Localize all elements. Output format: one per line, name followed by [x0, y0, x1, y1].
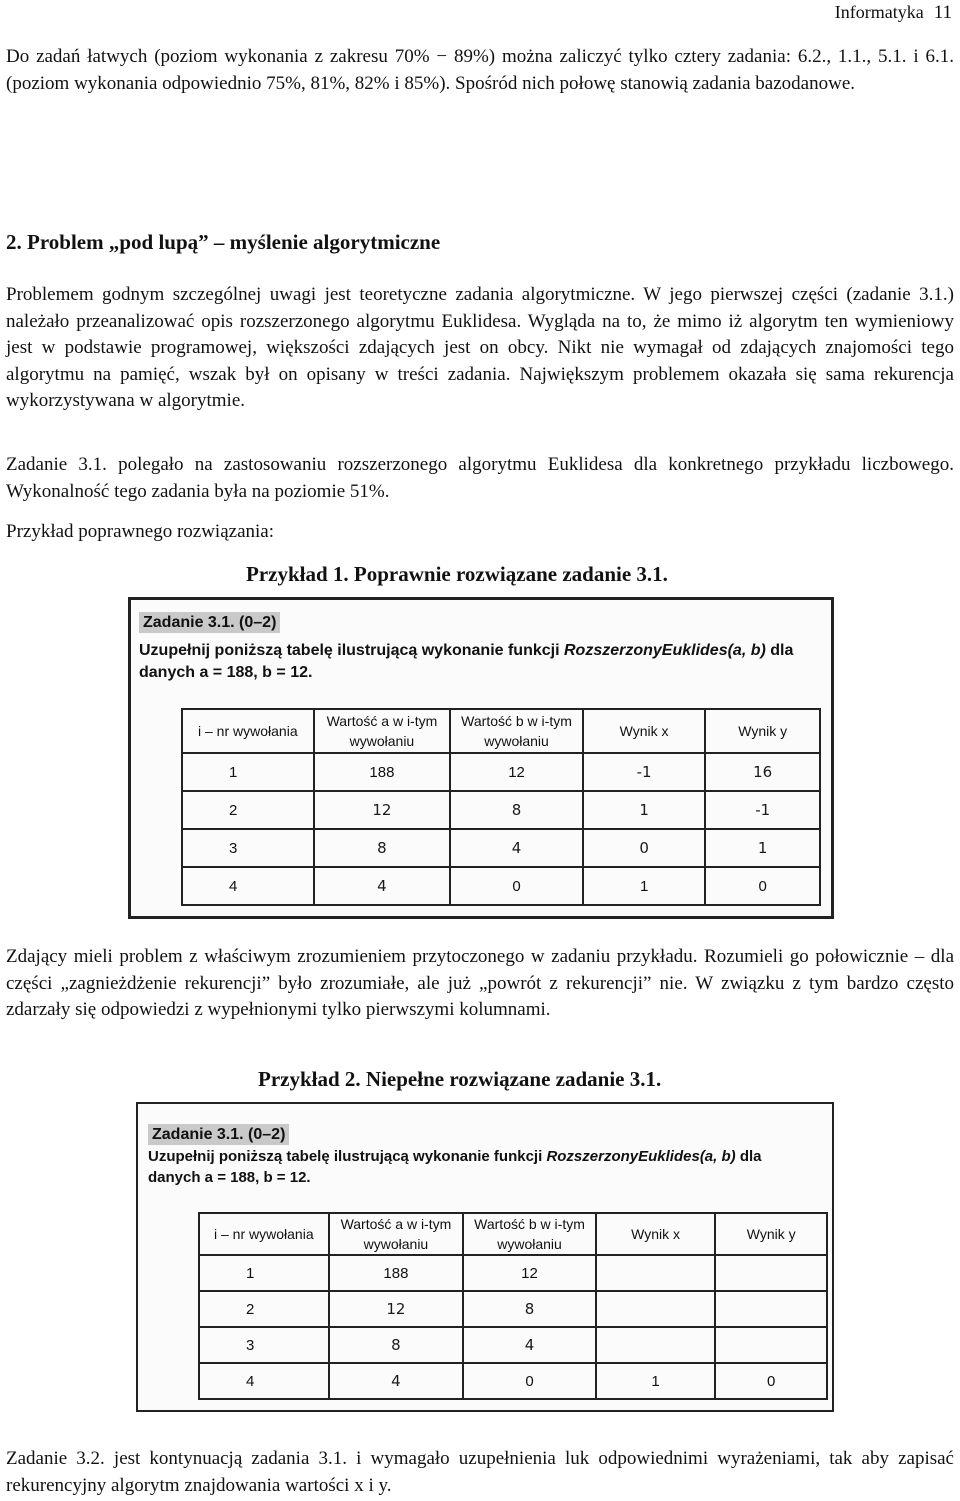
example1-instr-end: dla	[765, 642, 794, 659]
table-cell: 188	[329, 1255, 464, 1291]
handwritten-cell: 12	[329, 1291, 464, 1327]
handwritten-cell: 1	[583, 791, 706, 829]
table-cell: 0	[705, 867, 820, 905]
table-cell: 3	[182, 829, 314, 867]
table-cell: 1	[199, 1255, 329, 1291]
table-cell: 4	[199, 1363, 329, 1399]
example1-task-title: Zadanie 3.1. (0–2)	[139, 612, 280, 633]
header-subject: Informatyka	[834, 2, 924, 22]
handwritten-cell: 8	[463, 1291, 596, 1327]
example2-caption: Przykład 2. Niepełne rozwiązane zadanie 3.1.	[258, 1067, 662, 1091]
table-row	[199, 1363, 827, 1399]
table-row	[182, 829, 820, 867]
table-cell: 0	[463, 1363, 596, 1399]
example1-instructions	[139, 640, 829, 684]
handwritten-cell: 8	[450, 791, 583, 829]
handwritten-cell: 8	[314, 829, 451, 867]
table-cell	[715, 1255, 827, 1291]
example2-instr-text: Uzupełnij poniższą tabelę ilustrującą wykonanie funkcji	[148, 1148, 547, 1165]
handwritten-cell: -1	[583, 753, 706, 791]
table-cell: 188	[314, 753, 451, 791]
example2-header-b: Wartość b w i-tym wywołaniu	[463, 1213, 596, 1255]
table-cell	[596, 1327, 716, 1363]
paragraph-task-3-1: Zadanie 3.1. polegało na zastosowaniu rozszerzonego algorytmu Euklidesa dla konkretnego przykładu liczbowego. Wykonalność tego zadania była na poziomie 51%.	[6, 454, 954, 502]
paragraph-difficulty: Zdający mieli problem z właściwym zrozumieniem przytoczonego w zadaniu przykładu. Rozumieli go połowicznie – dla części „zagnieżdżenie rekurencji” było zrozumiałe, ale już „powrót z rekurencji” nie. W związku z tym bardzo często zdarzały się odpowiedzi z wypełnionymi tylko pierwszymi kolumnami.	[6, 946, 954, 1020]
table-cell: 1	[583, 867, 706, 905]
example2-instr-end: dla	[735, 1148, 762, 1165]
example2-task-title: Zadanie 3.1. (0–2)	[148, 1124, 289, 1145]
example2-header-y: Wynik y	[715, 1213, 827, 1255]
table-cell: 12	[463, 1255, 596, 1291]
table-cell	[715, 1327, 827, 1363]
handwritten-cell: 1	[705, 829, 820, 867]
handwritten-cell: 4	[463, 1327, 596, 1363]
example2-instr-function: RozszerzonyEuklides(a, b)	[546, 1148, 736, 1165]
table-row	[199, 1291, 827, 1327]
example1-header-i: i – nr wywołania	[182, 709, 314, 753]
example2-table	[198, 1212, 828, 1400]
table-row	[182, 791, 820, 829]
table-row	[199, 1327, 827, 1363]
handwritten-cell: 4	[329, 1363, 464, 1399]
table-cell	[596, 1291, 716, 1327]
example2-instr-data: danych a = 188, b = 12.	[148, 1169, 311, 1186]
example2-header-x: Wynik x	[596, 1213, 716, 1255]
table-row	[182, 867, 820, 905]
example1-header-a: Wartość a w i-tym wywołaniu	[314, 709, 451, 753]
handwritten-cell: 0	[583, 829, 706, 867]
example1-header-y: Wynik y	[705, 709, 820, 753]
table-cell: 2	[182, 791, 314, 829]
table-row	[199, 1255, 827, 1291]
section-heading: 2. Problem „pod lupą” – myślenie algorytmiczne	[6, 230, 441, 254]
table-cell	[596, 1255, 716, 1291]
table-row	[182, 753, 820, 791]
example1-instr-data: danych a = 188, b = 12.	[139, 664, 313, 681]
table-cell: 1	[596, 1363, 716, 1399]
table-cell: 12	[450, 753, 583, 791]
example1-table	[181, 708, 821, 906]
example2-instructions	[148, 1146, 828, 1188]
table-cell: 1	[182, 753, 314, 791]
table-cell: 3	[199, 1327, 329, 1363]
table-cell: 0	[715, 1363, 827, 1399]
handwritten-cell: 16	[705, 753, 820, 791]
paragraph-task-3-2: Zadanie 3.2. jest kontynuacją zadania 3.1. i wymagało uzupełnienia luk odpowiednimi wyrażeniami, tak aby zapisać rekurencyjny algorytm znajdowania wartości x i y.	[6, 1448, 954, 1496]
example1-caption: Przykład 1. Poprawnie rozwiązane zadanie 3.1.	[246, 562, 668, 586]
handwritten-cell: 12	[314, 791, 451, 829]
page-number: 11	[933, 2, 952, 23]
example1-header-x: Wynik x	[583, 709, 706, 753]
handwritten-cell: 4	[450, 829, 583, 867]
example1-header-b: Wartość b w i-tym wywołaniu	[450, 709, 583, 753]
table-cell	[715, 1291, 827, 1327]
example1-scan	[128, 597, 834, 919]
paragraph-example-intro: Przykład poprawnego rozwiązania:	[6, 521, 275, 542]
table-cell: 4	[182, 867, 314, 905]
example1-instr-text: Uzupełnij poniższą tabelę ilustrującą wykonanie funkcji	[139, 642, 564, 659]
example1-instr-function: RozszerzonyEuklides(a, b)	[563, 642, 766, 659]
example2-header-i: i – nr wywołania	[199, 1213, 329, 1255]
handwritten-cell: 8	[329, 1327, 464, 1363]
table-cell: 2	[199, 1291, 329, 1327]
paragraph-intro: Do zadań łatwych (poziom wykonania z zakresu 70% − 89%) można zaliczyć tylko cztery zadania: 6.2., 1.1., 5.1. i 6.1. (poziom wykonania odpowiednio 75%, 81%, 82% i 85%). Spośród nich połowę stanowią zadania bazodanowe.	[6, 46, 954, 94]
paragraph-problem: Problemem godnym szczególnej uwagi jest teoretyczne zadania algorytmiczne. W jego pierwszej części (zadanie 3.1.) należało przeanalizować opis rozszerzonego algorytmu Euklidesa. Wygląda na to, że mimo iż algorytm ten wymieniowy jest w podstawie programowej, większości zdających jest on obcy. Nikt nie wymagał od zdających znajomości tego algorytmu na pamięć, wszak był on opisany w treści zadania. Największym problemem okazała się sama rekurencja wykorzystywana w algorytmie.	[6, 284, 954, 411]
table-cell: 0	[450, 867, 583, 905]
handwritten-cell: 4	[314, 867, 451, 905]
example2-header-a: Wartość a w i-tym wywołaniu	[329, 1213, 464, 1255]
page-header	[835, 2, 952, 24]
example2-scan	[136, 1102, 834, 1412]
handwritten-cell: -1	[705, 791, 820, 829]
